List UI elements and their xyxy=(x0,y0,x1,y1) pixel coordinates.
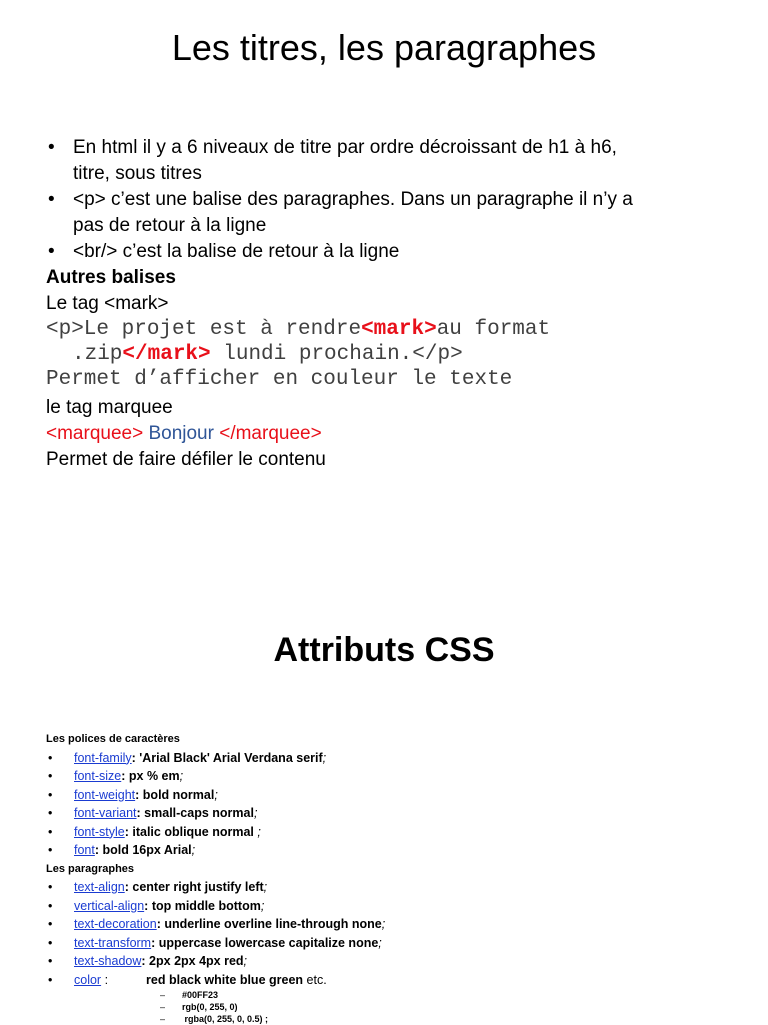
color-example: – #00FF23 xyxy=(160,990,219,1000)
bullet-item: • <br/> c’est la balise de retour à la ligne xyxy=(46,239,736,265)
marquee-tag-label: le tag marquee xyxy=(46,397,173,418)
css-property-item: • font-variant: small-caps normal; xyxy=(46,804,746,823)
mark-description: Permet d’afficher en couleur le texte xyxy=(46,368,513,391)
css-property-item: • text-shadow: 2px 2px 4px red; xyxy=(46,952,746,971)
property-link[interactable]: font xyxy=(74,843,95,857)
fonts-heading: Les polices de caractères xyxy=(46,733,180,745)
slide-title: Les titres, les paragraphes xyxy=(171,27,597,68)
property-link[interactable]: font-variant xyxy=(74,806,137,820)
css-property-item: • vertical-align: top middle bottom; xyxy=(46,897,746,916)
color-example: – rgb(0, 255, 0) xyxy=(160,1002,238,1012)
css-property-item: • font-family: 'Arial Black' Arial Verdana serif; xyxy=(46,749,746,768)
css-property-item: • font-size: px % em; xyxy=(46,767,746,786)
property-link[interactable]: text-transform xyxy=(74,935,152,950)
marquee-description: Permet de faire défiler le contenu xyxy=(46,449,326,470)
section-heading: Autres balises xyxy=(46,267,176,288)
property-link[interactable]: text-decoration xyxy=(74,917,157,931)
property-link[interactable]: font-style xyxy=(74,824,125,839)
paragraphs-heading: Les paragraphes xyxy=(46,862,135,875)
property-link[interactable]: vertical-align xyxy=(74,898,145,913)
css-property-item: • font-style: italic oblique normal ; xyxy=(46,823,746,842)
css-property-item-color: • color : red black white blue green etc. xyxy=(46,971,746,990)
property-link[interactable]: font-weight xyxy=(74,787,136,802)
marquee-example: <marquee> Bonjour </marquee> xyxy=(46,423,322,444)
css-property-item: • font: bold 16px Arial; xyxy=(46,841,746,860)
css-property-item: • text-decoration: underline overline line-through none; xyxy=(46,915,746,934)
slide-body xyxy=(46,730,746,1025)
slide-body xyxy=(46,135,736,473)
bullet-item: • En html il y a 6 niveaux de titre par ordre décroissant de h1 à h6, titre, sous titres xyxy=(46,135,736,187)
color-example: – rgba(0, 255, 0, 0.5) ; xyxy=(160,1014,269,1024)
code-example: <p>Le projet est à rendre<mark>au format .zip</mark> lundi prochain.</p> Permet d’afficher en couleur le texte xyxy=(46,317,736,392)
property-link[interactable]: font-family xyxy=(74,750,132,765)
property-link[interactable]: color xyxy=(74,972,102,987)
css-property-item: • font-weight: bold normal; xyxy=(46,786,746,805)
css-property-item: • text-transform: uppercase lowercase capitalize none; xyxy=(46,934,746,953)
property-link[interactable]: text-align xyxy=(74,880,125,894)
slide-les-titres xyxy=(0,0,768,512)
property-link[interactable]: font-size xyxy=(74,769,122,783)
slide-title: Attributs CSS xyxy=(273,631,495,669)
css-property-item: • text-align: center right justify left; xyxy=(46,878,746,897)
property-link[interactable]: text-shadow xyxy=(74,954,142,968)
mark-tag-label: Le tag <mark> xyxy=(46,293,169,314)
bullet-item: • <p> c’est une balise des paragraphes. Dans un paragraphe il n’y a pas de retour à la ligne xyxy=(46,187,736,239)
slide-attributs-css xyxy=(0,512,768,1024)
